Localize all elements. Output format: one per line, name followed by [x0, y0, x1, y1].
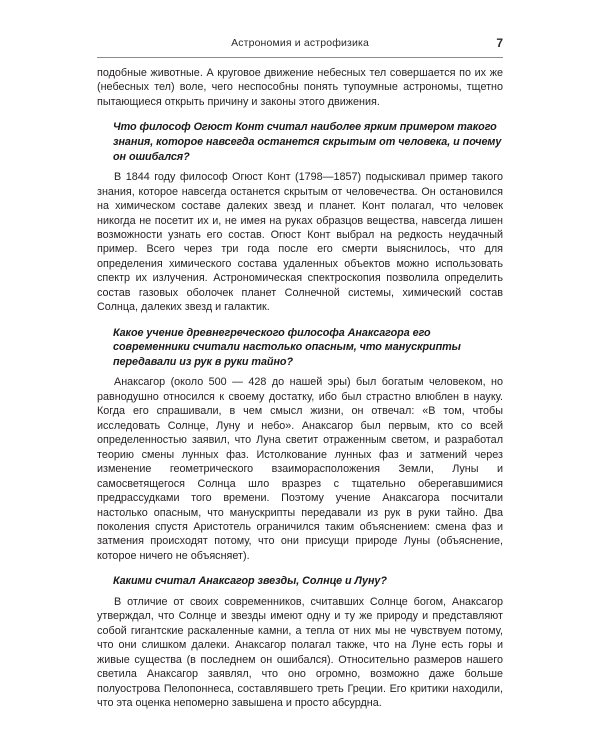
- spacer: [97, 109, 503, 120]
- answer-paragraph-2: Анаксагор (около 500 — 428 до нашей эры) был богатым человеком, но равнодушно относился к своему достатку, ибо был страстно влюблен в науку. Когда его спрашивали, в чем смысл жизни, он отвечал: «В том, чтобы исследовать Солнце, Луну и небо». Анаксагор был первым, кто со всей определенностью заявил, что Луна светит отраженным светом, и разработал теорию смены лунных фаз. Истолкование лунных фаз и затмений через изменение геометрического взаиморасположения Земли, Луны и самосветящегося Солнца шло вразрез с тщательно оберегавшимися предрассудками того времени. Поэтому учение Анаксагора посчитали настолько опасным, что манускрипты передавали из рук в руки тайно. Два поколения спустя Аристотель ограничился таким объяснением: смена фаз и затмения происходят потому, что они присущи природе Луны (объяснение, которое ничего не объясняет).: [97, 376, 503, 562]
- opening-paragraph: подобные животные. А круговое движение небесных тел совершается по их же (небесных тел) воле, чего неспособны понять тупоумные астрономы, тщетно пытающиеся открыть причину и законы этого движения.: [97, 67, 503, 108]
- answer-paragraph-3: В отличие от своих современников, считавших Солнце богом, Анаксагор утверждал, что Солнце и звезды имеют одну и ту же природу и представляют собой гигантские раскаленные камни, а тепла от них мы не чувствуем потому, что они слишком далеки. Анаксагор полагал также, что на Луне есть горы и живые существа (в последнем он ошибался). Относительно размеров нашего светила Анаксагор заявлял, что оно огромно, возможно даже больше полуострова Пелопоннеса, составлявшего треть Греции. Его критики находили, что эта оценка непомерно завышена и просто абсурдна.: [97, 595, 503, 710]
- running-header: [97, 36, 503, 56]
- running-header-title: Астрономия и астрофизика: [231, 37, 369, 49]
- header-divider-rule: [97, 57, 503, 58]
- question-heading-2: Какое учение древнегреческого философа Анаксагора его современники считали настолько опасным, что манускрипты передавали из рук в руки тайно?: [113, 326, 461, 368]
- page-number: 7: [496, 36, 503, 50]
- question-heading-1: Что философ Огюст Конт считал наиболее ярким примером такого знания, которое навсегда останется скрытым от человека, и почему он ошибался?: [113, 121, 502, 163]
- body-text-block: [97, 66, 503, 711]
- answer-paragraph-1: В 1844 году философ Огюст Конт (1798—1857) подыскивал пример такого знания, которое навсегда останется скрытым от человечества. Он остановился на химическом составе далеких звезд и планет. Конт полагал, что человек никогда не посетит их и, не имея на руках образцов вещества, навсегда лишен возможности узнать его состав. Огюст Конт выбрал на редкость неудачный пример. Всего через три года после его смерти выяснилось, что для определения химического состава удаленных объектов можно использовать спектр их излучения. Астрономическая спектроскопия позволила определить состав газовых оболочек планет Солнечной системы, химический состав Солнца, далеких звезд и галактик.: [97, 171, 503, 314]
- spacer: [97, 315, 503, 326]
- question-heading-3: Какими считал Анаксагор звезды, Солнце и Луну?: [113, 575, 387, 588]
- spacer: [97, 563, 503, 574]
